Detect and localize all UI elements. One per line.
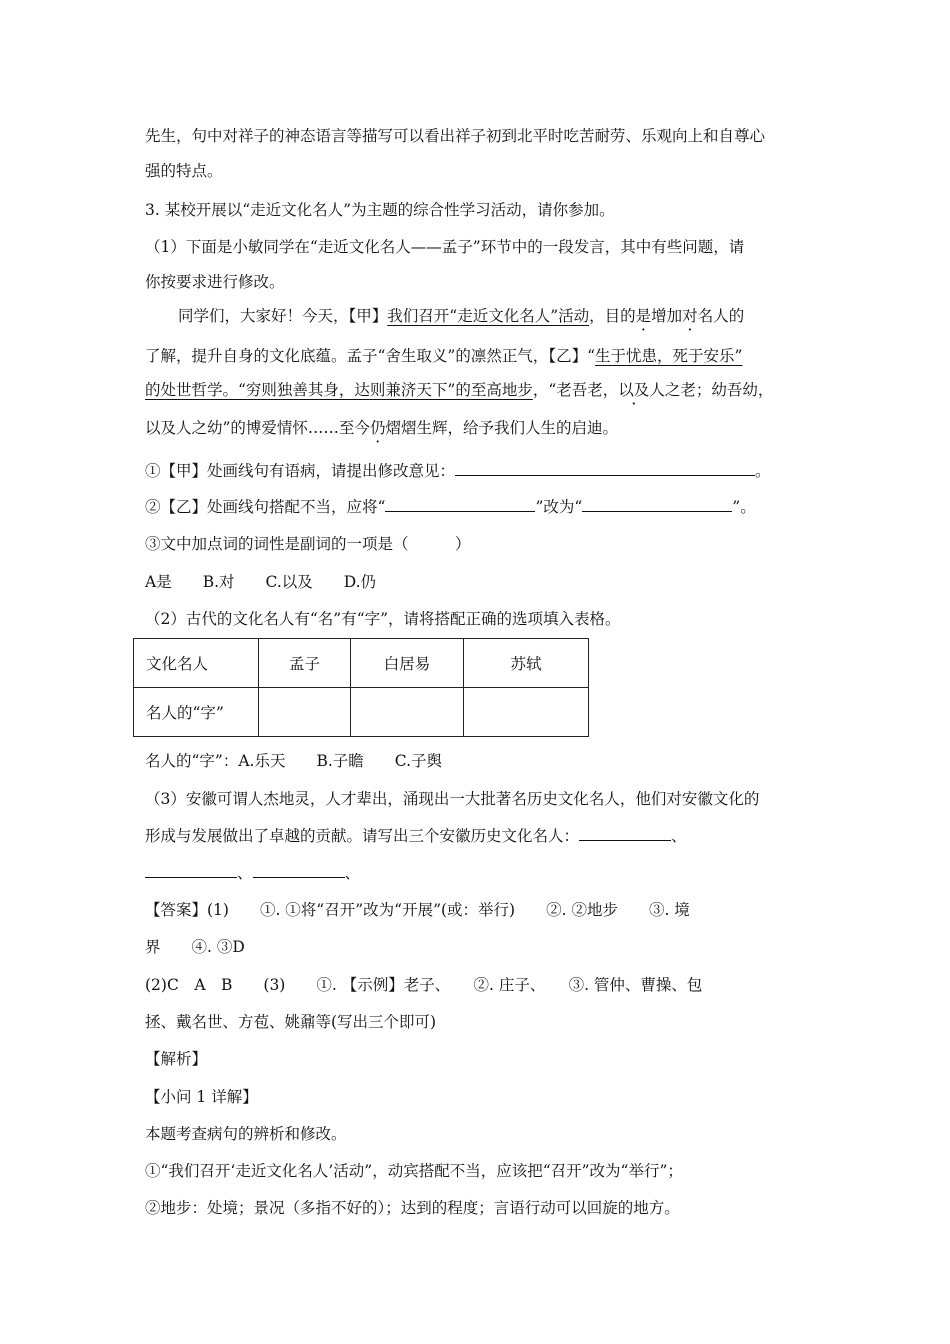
table-cell: 苏轼: [464, 639, 589, 688]
speech-line: 的处世哲学。“穷则独善其身，达则兼济天下”的至高地步，“老吾老，以及人之老；幼吾幼，: [145, 381, 774, 399]
text-line: 本题考查病句的辨析和修改。: [145, 1125, 347, 1143]
question-item-3: ③文中加点词的词性是副词的一项是（ ）: [145, 535, 471, 553]
answer-line: (2)C A B (3) ①. 【示例】老子、 ②. 庄子、 ③. 管仲、曹操、包: [145, 976, 703, 994]
text-line: 形成与发展做出了卓越的贡献。请写出三个安徽历史文化名人： 、: [145, 827, 687, 845]
speech-line: 以及人之幼”的博爱情怀……至今仍熠熠生辉，给予我们人生的启迪。: [145, 419, 618, 437]
options-line: A是 B.对 C.以及 D.仍: [145, 573, 377, 591]
analysis-heading: 【解析】: [145, 1050, 208, 1068]
table-cell: 文化名人: [134, 639, 259, 688]
sub-question-1: （1）下面是小敏同学在“走近文化名人——孟子”环节中的一段发言，其中有些问题，请: [145, 238, 745, 256]
underlined-sentence-yi: 生于忧患，死于安乐”: [595, 347, 743, 365]
text-line: 先生，句中对祥子的神态语言等描写可以看出祥子初到北平时吃苦耐劳、乐观向上和自尊心: [145, 127, 766, 145]
text-line: 强的特点。: [145, 162, 223, 180]
text-line: ②地步：处境；景况（多指不好的）；达到的程度；言语行动可以回旋的地方。: [145, 1199, 680, 1217]
answer-cell[interactable]: [464, 688, 589, 737]
question-3-title: 3. 某校开展以“走近文化名人”为主题的综合性学习活动，请你参加。: [145, 201, 615, 219]
zi-options: 名人的“字”：A.乐天 B.子瞻 C.子舆: [145, 752, 443, 770]
question-item-1: ①【甲】处画线句有语病，请提出修改意见： 。: [145, 462, 771, 480]
name-zi-table: [133, 638, 589, 737]
underlined-sentence-yi-cont: 的处世哲学。“穷则独善其身，达则兼济天下”的至高地步: [145, 381, 533, 399]
table-row: [134, 639, 589, 688]
answer-blank[interactable]: [253, 863, 345, 878]
text-line: 你按要求进行修改。: [145, 273, 285, 291]
answer-blank[interactable]: [385, 497, 535, 512]
table-row: [134, 688, 589, 737]
question-item-2: ②【乙】处画线句搭配不当，应将“ ”改为“ ”。: [145, 498, 756, 516]
sub-question-2: （2）古代的文化名人有“名”有“字”，请将搭配正确的选项填入表格。: [145, 610, 621, 628]
dotted-word: 仍: [369, 419, 386, 437]
table-cell: 白居易: [351, 639, 464, 688]
table-cell: 孟子: [259, 639, 351, 688]
underlined-sentence-jia: 我们召开“走近文化名人”活动: [387, 307, 590, 325]
dotted-word: 以及: [618, 381, 650, 399]
text-line: 、 、: [145, 863, 360, 883]
answer-line: 拯、戴名世、方苞、姚鼐等(写出三个即可): [145, 1013, 437, 1031]
dotted-word: 对: [682, 307, 698, 325]
answer-line: 【答案】(1) ①. ①将“召开”改为“开展”(或：举行) ②. ②地步 ③. 境: [145, 901, 690, 919]
answer-blank[interactable]: [582, 497, 732, 512]
answer-blank[interactable]: [455, 461, 755, 476]
table-cell: 名人的“字”: [134, 688, 259, 737]
speech-line: 了解，提升自身的文化底蕴。孟子“舍生取义”的凛然正气，【乙】“生于忧患，死于安乐”: [145, 347, 743, 365]
answer-blank[interactable]: [145, 863, 237, 878]
answer-blank[interactable]: [579, 826, 671, 841]
answer-cell[interactable]: [259, 688, 351, 737]
answer-cell[interactable]: [351, 688, 464, 737]
dotted-word: 是: [635, 307, 652, 325]
sub-question-3: （3）安徽可谓人杰地灵，人才辈出，涌现出一大批著名历史文化名人，他们对安徽文化的: [145, 790, 760, 808]
text-line: ①“我们召开‘走近文化名人’活动”，动宾搭配不当，应该把“召开”改为“举行”；: [145, 1162, 683, 1180]
sub-question-heading: 【小问 1 详解】: [145, 1088, 258, 1106]
speech-line: 同学们，大家好！今天，【甲】我们召开“走近文化名人”活动，目的是增加对名人的: [178, 307, 745, 325]
answer-line: 界 ④. ③D: [145, 938, 245, 956]
